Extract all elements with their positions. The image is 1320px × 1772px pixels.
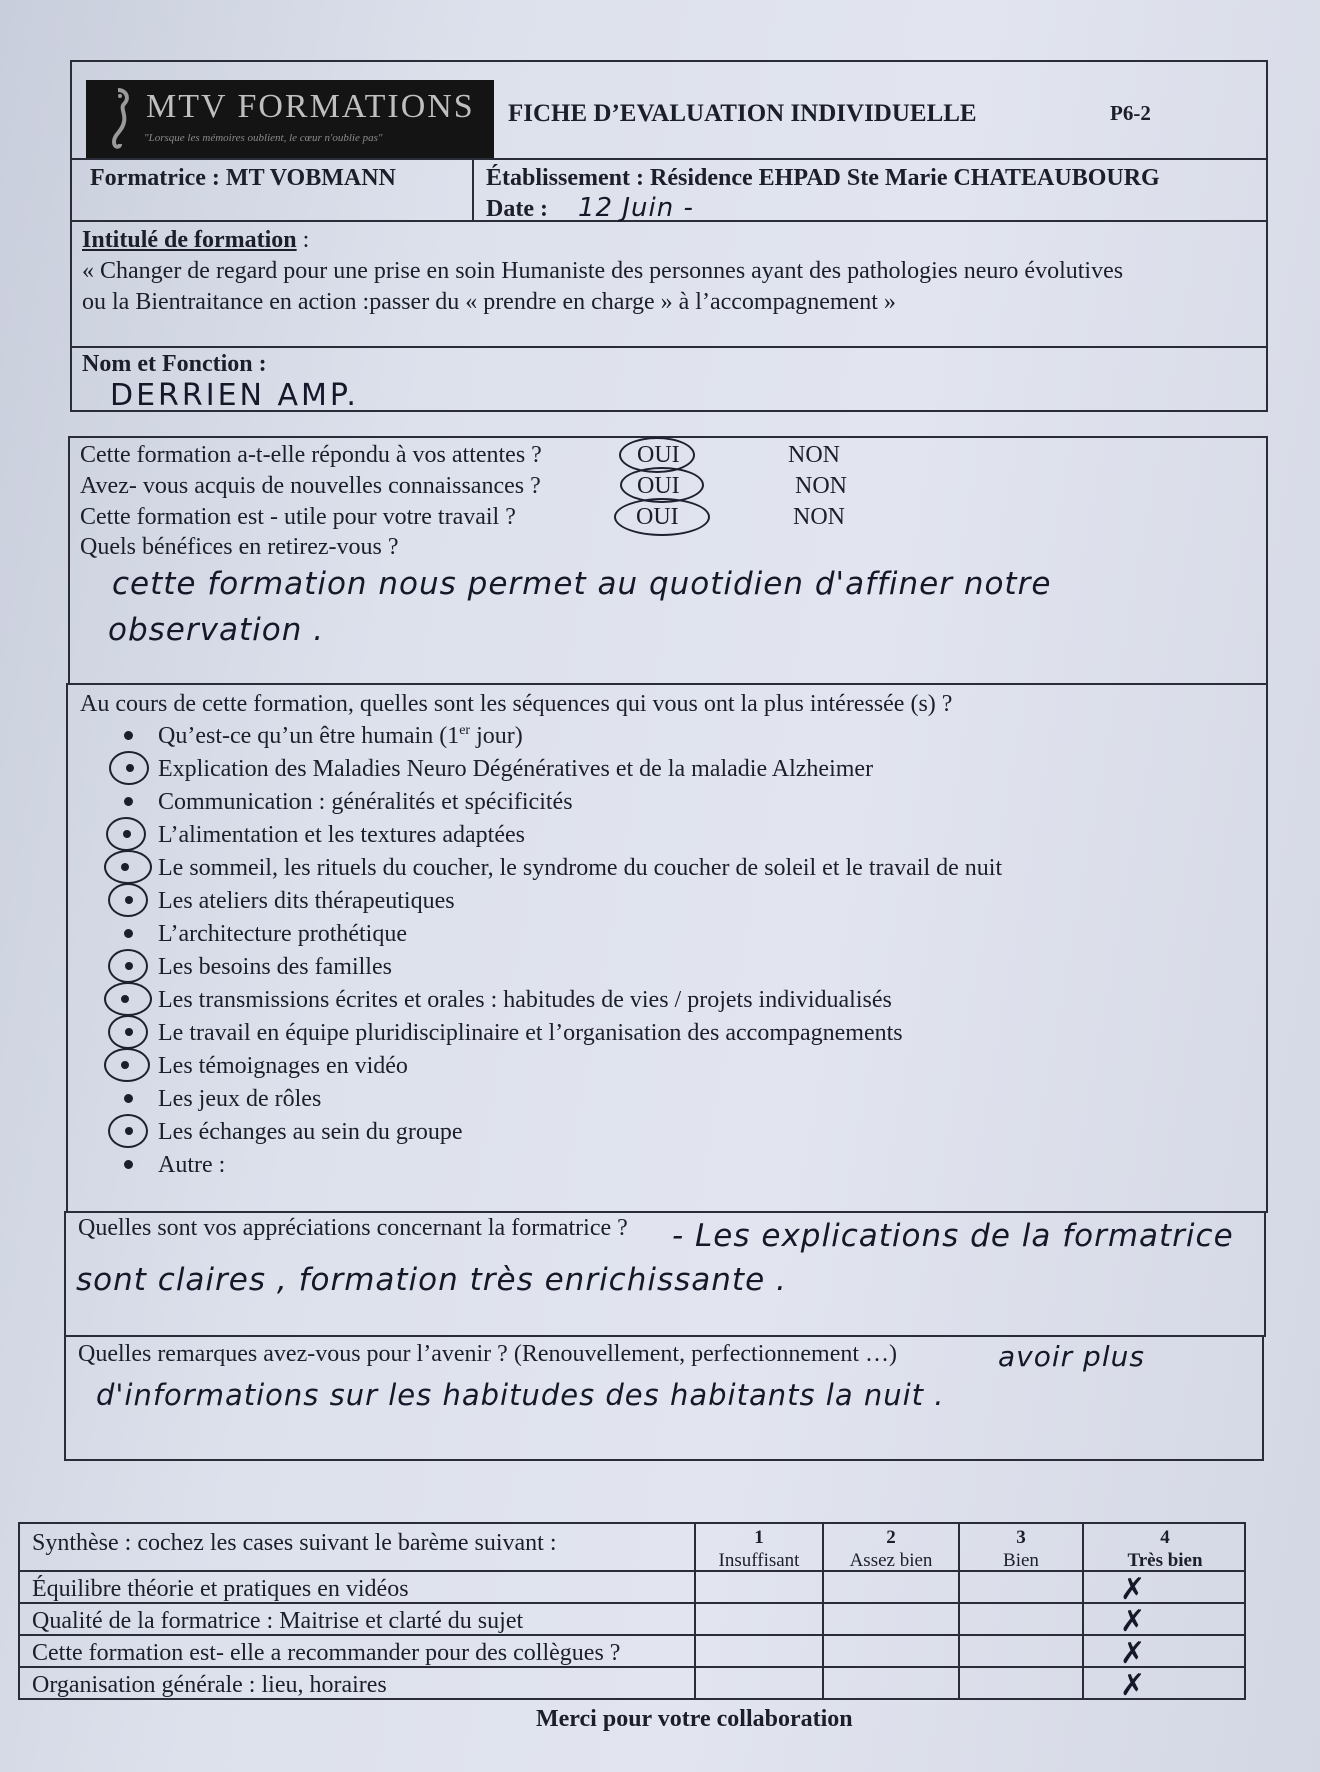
scale-number: 1	[754, 1527, 764, 1548]
training-title-line1: « Changer de regard pour une prise en soin Humaniste des personnes ayant des pathologies neuro évolutives	[82, 258, 1124, 284]
question-2-yes: OUI	[637, 473, 680, 499]
scale-number: 3	[1016, 1527, 1026, 1548]
bullet-dot	[124, 731, 133, 740]
bullet-dot	[124, 797, 133, 806]
future-question: Quelles remarques avez-vous pour l’avenir ? (Renouvellement, perfectionnement …)	[78, 1341, 898, 1367]
selection-circle	[108, 883, 148, 917]
synthesis-row-label: Cette formation est- elle a recommander pour des collègues ?	[32, 1640, 621, 1666]
scale-label: Assez bien	[849, 1550, 933, 1571]
question-2-no: NON	[795, 473, 847, 499]
training-title-line2: ou la Bientraitance en action :passer du « prendre en charge » à l’accompagnement »	[82, 289, 896, 315]
selection-circle	[104, 850, 152, 884]
selection-circle	[108, 949, 148, 983]
sequence-item: Le sommeil, les rituels du coucher, le syndrome du coucher de soleil et le travail de nuit	[158, 855, 1003, 881]
sequence-item: Les besoins des familles	[158, 954, 392, 980]
logo-name: MTV FORMATIONS	[146, 88, 475, 125]
benefits-answer-line1: cette formation nous permet au quotidien d'affiner notre	[112, 566, 1052, 602]
sequence-item: Autre :	[158, 1152, 226, 1178]
benefits-question: Quels bénéfices en retirez-vous ?	[80, 534, 399, 560]
sequences-question: Au cours de cette formation, quelles sont les séquences qui vous ont la plus intéressée (s) ?	[80, 691, 953, 717]
sequence-item: L’architecture prothétique	[158, 921, 407, 947]
logo-tagline: "Lorsque les mémoires oublient, le cœur n'oublie pas"	[144, 132, 383, 144]
sequence-item: Les transmissions écrites et orales : habitudes de vies / projets individualisés	[158, 987, 892, 1013]
future-answer-line2: d'informations sur les habitudes des habitants la nuit .	[96, 1378, 945, 1412]
selection-circle	[106, 817, 146, 851]
check-mark: ✗	[1120, 1636, 1147, 1671]
synthesis-row-label: Qualité de la formatrice : Maitrise et clarté du sujet	[32, 1608, 524, 1634]
selection-circle	[108, 1114, 148, 1148]
trainer-feedback-answer-line2: sont claires , formation très enrichissante .	[76, 1262, 787, 1298]
question-3-yes-circle	[614, 498, 710, 536]
bullet-dot	[124, 1160, 133, 1169]
synthesis-row-label: Équilibre théorie et pratiques en vidéos	[32, 1576, 409, 1602]
question-1-yes: OUI	[637, 442, 680, 468]
question-3-no: NON	[793, 504, 845, 530]
selection-circle	[104, 982, 152, 1016]
sequence-item: Les témoignages en vidéo	[158, 1053, 408, 1079]
sequence-item: Communication : généralités et spécificités	[158, 789, 573, 815]
sequence-item: Les jeux de rôles	[158, 1086, 322, 1112]
sequence-item: Explication des Maladies Neuro Dégénératives et de la maladie Alzheimer	[158, 756, 874, 782]
sequence-suffix: jour)	[470, 723, 523, 749]
sequence-text: Qu’est-ce qu’un être humain (1	[158, 723, 460, 749]
sequence-item: Les échanges au sein du groupe	[158, 1119, 463, 1145]
scale-number: 4	[1160, 1527, 1170, 1548]
selection-circle	[108, 1015, 148, 1049]
scale-header-2	[824, 1528, 958, 1570]
selection-circle	[104, 1048, 150, 1082]
trainer-name: Formatrice : MT VOBMANN	[90, 165, 396, 191]
bullet-dot	[124, 929, 133, 938]
scale-number: 2	[886, 1527, 896, 1548]
benefits-answer-line2: observation .	[108, 612, 325, 648]
training-title-label	[82, 228, 309, 252]
question-1-no: NON	[788, 442, 840, 468]
synthesis-heading: Synthèse : cochez les cases suivant le barème suivant :	[32, 1530, 557, 1556]
footer-thanks: Merci pour votre collaboration	[536, 1706, 853, 1732]
scale-label: Insuffisant	[718, 1550, 800, 1571]
check-mark: ✗	[1120, 1668, 1147, 1703]
check-mark: ✗	[1120, 1604, 1147, 1639]
date-value: 12 Juin -	[578, 193, 694, 223]
trainer-feedback-answer-line1: - Les explications de la formatrice	[672, 1218, 1234, 1254]
sequence-item: Les ateliers dits thérapeutiques	[158, 888, 455, 914]
training-label: Intitulé de formation	[82, 227, 297, 253]
form-code: P6-2	[1110, 101, 1151, 125]
synthesis-row-label: Organisation générale : lieu, horaires	[32, 1672, 387, 1698]
date-label: Date :	[486, 196, 548, 222]
establishment: Établissement : Résidence EHPAD Ste Marie CHATEAUBOURG	[486, 165, 1160, 191]
check-mark: ✗	[1120, 1572, 1147, 1607]
seahorse-logo-icon	[96, 86, 140, 152]
name-function-value: DERRIEN AMP.	[110, 378, 359, 413]
trainer-feedback-question: Quelles sont vos appréciations concernant la formatrice ?	[78, 1215, 628, 1241]
question-3: Cette formation est - utile pour votre travail ?	[80, 504, 516, 530]
sequence-item	[158, 724, 523, 748]
scale-header-3	[960, 1528, 1082, 1570]
selection-circle	[109, 751, 149, 785]
scale-label: Bien	[1003, 1550, 1039, 1571]
sequence-item: Le travail en équipe pluridisciplinaire et l’organisation des accompagnements	[158, 1020, 903, 1046]
form-title: FICHE D’EVALUATION INDIVIDUELLE	[508, 100, 977, 127]
question-3-yes: OUI	[636, 504, 679, 530]
bullet-dot	[124, 1094, 133, 1103]
scale-header-1	[696, 1528, 822, 1570]
question-2: Avez- vous acquis de nouvelles connaissances ?	[80, 473, 541, 499]
mtv-formations-logo	[86, 80, 494, 158]
future-answer-line1: avoir plus	[998, 1340, 1145, 1373]
training-label-colon: :	[296, 227, 310, 253]
question-1: Cette formation a-t-elle répondu à vos attentes ?	[80, 442, 542, 468]
sequence-sup: er	[459, 723, 471, 738]
name-function-label: Nom et Fonction :	[82, 351, 267, 377]
scale-label: Très bien	[1127, 1550, 1203, 1571]
scale-header-4	[1084, 1528, 1246, 1570]
sequence-item: L’alimentation et les textures adaptées	[158, 822, 525, 848]
